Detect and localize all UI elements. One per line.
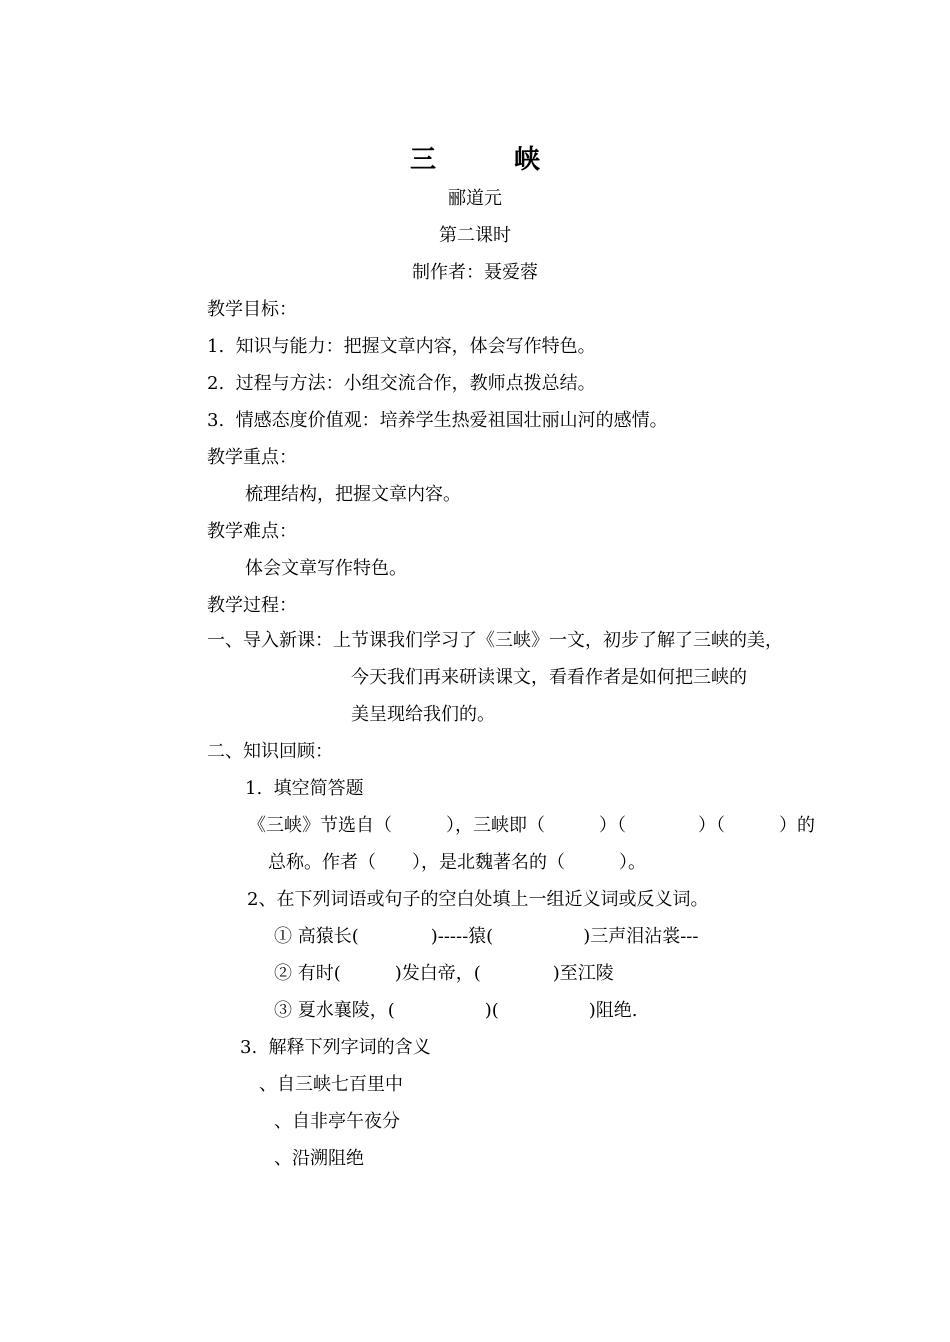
author-line: 郦道元 bbox=[448, 188, 502, 209]
question-3-heading: 3. 解释下列字词的含义 bbox=[240, 1037, 431, 1058]
goal-item: 3. 情感态度价值观：培养学生热爱祖国壮丽山河的感情。 bbox=[207, 410, 668, 431]
question-1-heading: 1. 填空简答题 bbox=[245, 778, 364, 799]
question-2-item: ① 高猿长( )-----猿( )三声泪沾裳--- bbox=[274, 926, 699, 947]
question-2-item: ② 有时( )发白帝，( )至江陵 bbox=[274, 963, 614, 984]
goal-item: 2. 过程与方法：小组交流合作，教师点拨总结。 bbox=[207, 373, 596, 394]
difficulty-heading: 教学难点： bbox=[207, 521, 297, 542]
lesson-line: 第二课时 bbox=[439, 225, 511, 246]
question-2-heading: 2、在下列词语或句子的空白处填上一组近义词或反义词。 bbox=[247, 889, 709, 910]
intro-line: 一、导入新课：上节课我们学习了《三峡》一文，初步了解了三峡的美， bbox=[207, 630, 783, 651]
question-3-item: 、沿溯阻绝 bbox=[274, 1148, 364, 1169]
goals-heading: 教学目标： bbox=[207, 299, 297, 320]
question-3-item: 、自非亭午夜分 bbox=[274, 1111, 400, 1132]
question-2-item: ③ 夏水襄陵，( )( )阻绝. bbox=[274, 1000, 638, 1021]
process-heading: 教学过程： bbox=[207, 595, 297, 616]
focus-text: 梳理结构，把握文章内容。 bbox=[245, 484, 461, 505]
intro-line: 今天我们再来研读课文，看看作者是如何把三峡的 bbox=[351, 667, 747, 688]
goal-item: 1. 知识与能力：把握文章内容，体会写作特色。 bbox=[207, 336, 596, 357]
difficulty-text: 体会文章写作特色。 bbox=[245, 558, 407, 579]
question-1-line: 《三峡》节选自（ ），三峡即（ ）（ ）（ ）的 bbox=[248, 815, 815, 836]
focus-heading: 教学重点： bbox=[207, 447, 297, 468]
question-1-line: 总称。作者（ ），是北魏著名的（ ）。 bbox=[268, 852, 646, 873]
page-title: 三 峡 bbox=[409, 145, 540, 175]
review-heading: 二、知识回顾： bbox=[207, 741, 333, 762]
intro-line: 美呈现给我们的。 bbox=[351, 704, 495, 725]
question-3-item: 、自三峡七百里中 bbox=[259, 1074, 403, 1095]
maker-line: 制作者：聂爱蓉 bbox=[412, 262, 538, 283]
